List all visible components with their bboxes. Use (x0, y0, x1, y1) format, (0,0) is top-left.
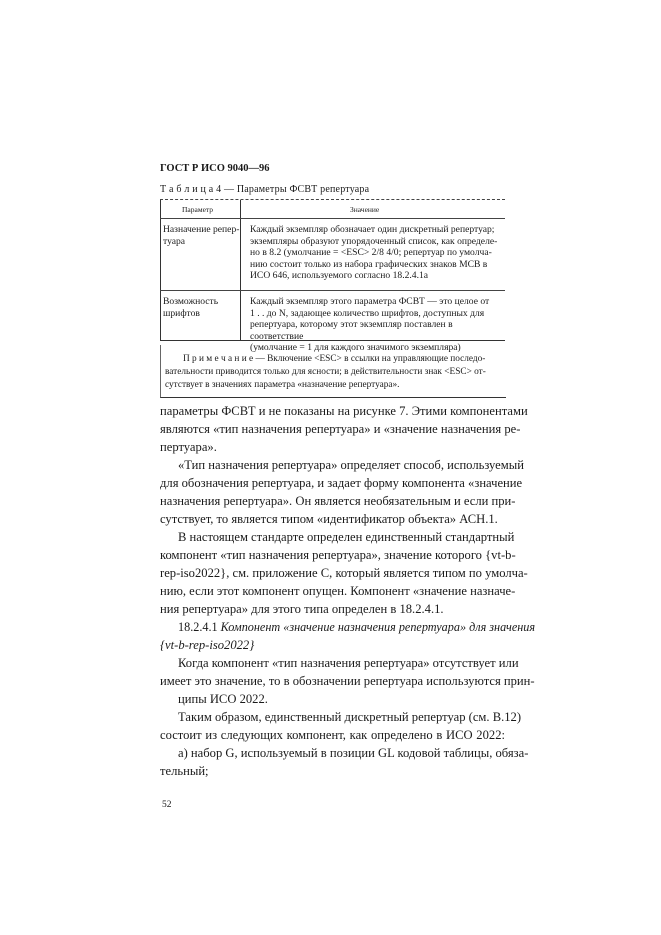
body-line: 18.2.4.1 Компонент «значение назначения репертуара» для значения (178, 620, 536, 634)
body-line: ния репертуара» для этого типа определен в 18.2.4.1. (160, 602, 444, 616)
column-header: Значение (350, 205, 380, 214)
body-line: В настоящем стандарте определен единственный стандартный (178, 530, 515, 544)
body-line: rep-iso2022}, см. приложение С, который является типом по умолча- (160, 566, 528, 580)
table-cell-value: Каждый экземпляр этого параметра ФСВТ — это целое от 1 . . до N, задающее количество шрифтов, доступных для репертуара, которому этот экземпляр поставлен в соответствие (умолчание = 1 для каждого значимого экземпляра) (250, 296, 490, 354)
table-cell-value: Каждый экземпляр обозначает один дискретный репертуар; экземпляры образуют упорядоченный список, как определе- но в 8.2 (умолчание = <ESC> 2/8 4/0; репертуар по умолча- нию состоит только из набора графических знаков МСВ в ИСО 646, используемого согласно 18.2.4.1a (250, 224, 498, 282)
body-line: Когда компонент «тип назначения репертуара» отсутствует или (178, 656, 519, 670)
body-line: параметры ФСВТ и не показаны на рисунке 7. Этими компонентами (160, 404, 528, 418)
body-line: сутствует, то является типом «идентификатор объекта» АСН.1. (160, 512, 498, 526)
page-number: 52 (162, 800, 172, 810)
body-line: имеет это значение, то в обозначении репертуара используются прин- (160, 674, 535, 688)
body-line: пертуара». (160, 440, 217, 454)
document-header: ГОСТ Р ИСО 9040—96 (160, 163, 270, 174)
table-caption: Т а б л и ц а 4 — Параметры ФСВТ репертуара (160, 184, 370, 195)
table-note: П р и м е ч а н и е — Включение <ESC> в ссылки на управляющие последо- вательности приводится только для ясности; в действительности знак <ESC> от- сутствует в значениях параметра «назначение репертуара». (160, 345, 506, 398)
body-line: являются «тип назначения репертуара» и «значение назначения ре- (160, 422, 521, 436)
body-line: тельный; (160, 764, 209, 778)
table-cell-param: Назначение репер- туара (163, 224, 240, 247)
body-line: ципы ИСО 2022. (178, 692, 268, 706)
body-line: Таким образом, единственный дискретный репертуар (см. В.12) (178, 710, 522, 724)
body-line: назначения репертуара». Он является необязательным и если при- (160, 494, 516, 508)
body-line: а) набор G, используемый в позиции GL кодовой таблицы, обяза- (178, 746, 529, 760)
table-cell-param: Возможность шрифтов (163, 296, 219, 319)
body-line: «Тип назначения репертуара» определяет способ, используемый (178, 458, 524, 472)
body-line: состоит из следующих компонент, как определено в ИСО 2022: (160, 728, 505, 742)
parameters-table (160, 199, 505, 354)
body-line: {vt-b-rep-iso2022} (160, 638, 255, 652)
body-line: для обозначения репертуара, и задает форму компонента «значение (160, 476, 523, 490)
column-header: Параметр (182, 205, 214, 214)
body-line: нию, если этот компонент опущен. Компонент «значение назначе- (160, 584, 516, 598)
body-line: компонент «тип назначения репертуара», значение которого {vt-b- (160, 548, 516, 562)
